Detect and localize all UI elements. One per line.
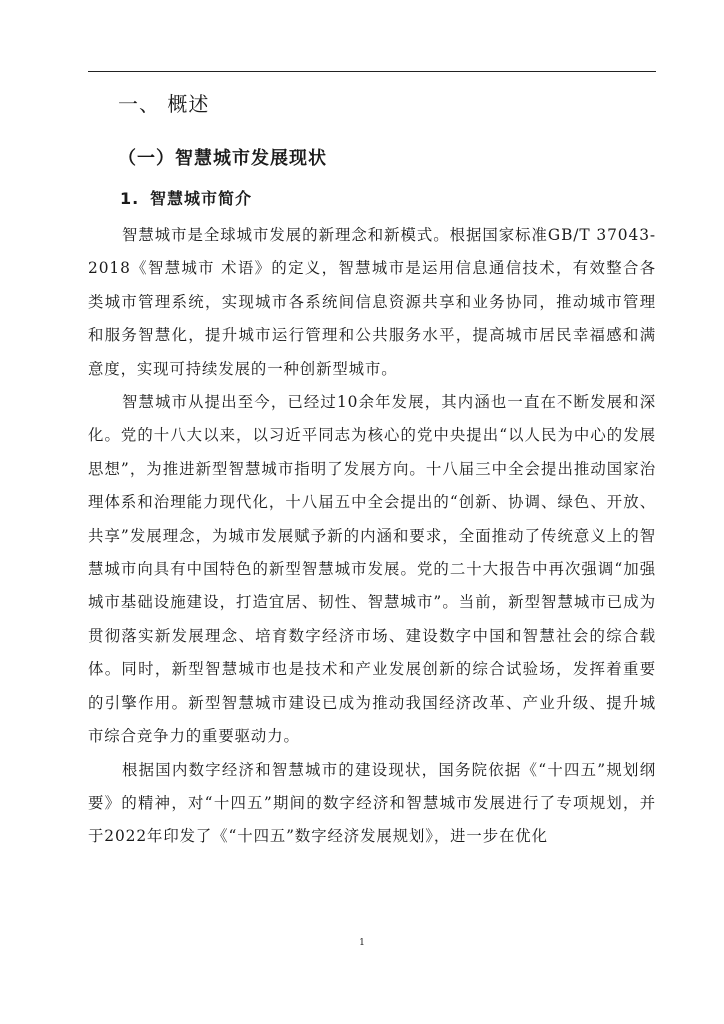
paragraph: 智慧城市是全球城市发展的新理念和新模式。根据国家标准GB/T 37043-2018《智慧城市 术语》的定义，智慧城市是运用信息通信技术，有效整合各类城市管理系统，实现城市各系统间信息资源共享和业务协同，推动城市管理和服务智慧化，提升城市运行管理和公共服务水平，提高城市居民幸福感和满意度，实现可持续发展的一种创新型城市。 xyxy=(88,226,656,378)
body-text xyxy=(88,219,656,854)
subsubsection-number: 1. xyxy=(120,189,140,208)
paragraph: 智慧城市从提出至今，已经过10余年发展，其内涵也一直在不断发展和深化。党的十八大以来，以习近平同志为核心的党中央提出“以人民为中心的发展思想”，为推进新型智慧城市指明了发展方向。十八届三中全会提出推动国家治理体系和治理能力现代化，十八届五中全会提出的“创新、协调、绿色、开放、共享”发展理念，为城市发展赋予新的内涵和要求，全面推动了传统意义上的智慧城市向具有中国特色的新型智慧城市发展。党的二十大报告中再次强调“加强城市基础设施建设，打造宜居、韧性、智慧城市”。当前，新型智慧城市已成为贯彻落实新发展理念、培育数字经济市场、建设数字中国和智慧社会的综合载体。同时，新型智慧城市也是技术和产业发展创新的综合试验场，发挥着重要的引擎作用。新型智慧城市建设已成为推动我国经济改革、产业升级、提升城市综合竞争力的重要驱动力。 xyxy=(88,393,656,746)
subsubsection-title: 智慧城市简介 xyxy=(150,189,253,208)
subsection-heading: （一）智慧城市发展现状 xyxy=(118,148,327,169)
subsubsection-heading xyxy=(120,188,252,210)
paragraph: 根据国内数字经济和智慧城市的建设现状，国务院依据《“十四五”规划纲要》的精神，对“十四五”期间的数字经济和智慧城市发展进行了专项规划，并于2022年印发了《“十四五”数字经济发展规划》，进一步在优化 xyxy=(88,760,656,846)
section-heading: 一、 概述 xyxy=(118,92,210,116)
header-rule xyxy=(88,71,656,72)
page-number: 1 xyxy=(359,938,365,948)
